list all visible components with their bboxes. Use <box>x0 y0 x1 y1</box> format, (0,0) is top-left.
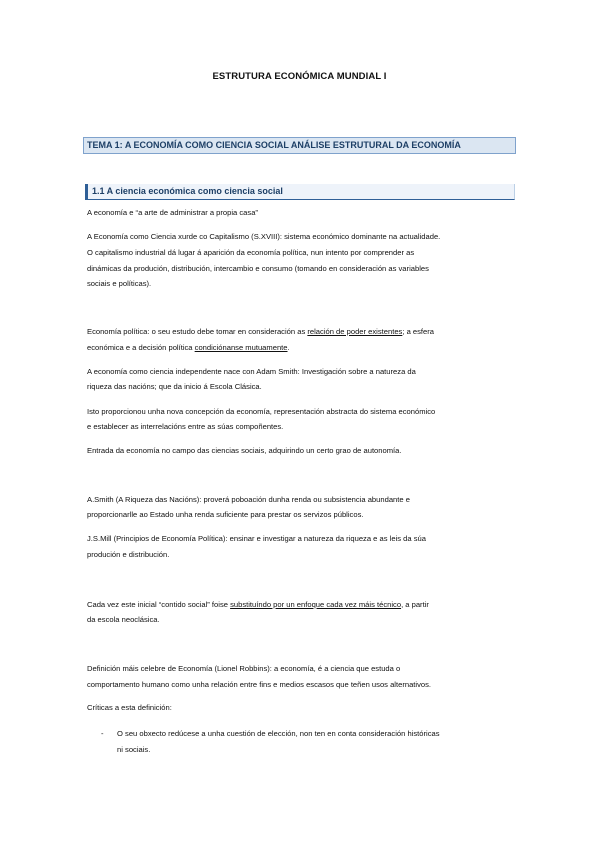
paragraph-6: Entrada da economía no campo das ciencias sociais, adquirindo un certo grao de autonomía. <box>87 446 402 455</box>
underlined-text: condiciónanse mutuamente <box>194 343 288 352</box>
section-heading: 1.1 A ciencia económica como ciencia social <box>92 186 283 196</box>
paragraph-3-line-2 <box>87 340 517 356</box>
text-run: , a partir <box>401 600 429 609</box>
underlined-text: substituíndo por un enfoque cada vez máis técnico <box>230 600 402 609</box>
text-run: Economía política: o seu estudo debe tomar en consideración as <box>87 327 308 336</box>
bullet-dash: - <box>101 729 104 738</box>
bullet-1-line-1: O seu obxecto redúcese a unha cuestión de elección, non ten en conta consideración históricas <box>117 729 440 738</box>
paragraph-9-line-1 <box>87 597 517 613</box>
paragraph-2-line-3: dinámicas da produción, distribución, intercambio e consumo (tomando en consideración as variables <box>87 264 429 273</box>
paragraph-4-line-2: riqueza das nacións; que da inicio á Escola Clásica. <box>87 382 262 391</box>
tema-heading: TEMA 1: A ECONOMÍA COMO CIENCIA SOCIAL ANÁLISE ESTRUTURAL DA ECONOMÍA <box>87 140 461 150</box>
text-run: . <box>287 343 290 352</box>
document-title: ESTRUTURA ECONÓMICA MUNDIAL I <box>212 71 387 82</box>
paragraph-2-line-4: sociais e políticas). <box>87 279 152 288</box>
bullet-1-line-2: ni sociais. <box>117 745 151 754</box>
paragraph-9-line-2: da escola neoclásica. <box>87 615 160 624</box>
paragraph-2-line-1: A Economía como Ciencia xurde co Capitalismo (S.XVIII): sistema económico dominante na actualidade. <box>87 232 441 241</box>
paragraph-7-line-1: A.Smith (A Riqueza das Nacións): proverá poboación dunha renda ou subsistencia abundante e <box>87 495 410 504</box>
paragraph-10-line-1: Definición máis celebre de Economía (Lionel Robbins): a economía, é a ciencia que estuda o <box>87 664 401 673</box>
text-run: ; a esfera <box>402 327 435 336</box>
paragraph-2-line-2: O capitalismo industrial dá lugar á aparición da economía política, nun intento por comprender as <box>87 248 415 257</box>
paragraph-4-line-1: A economía como ciencia independente nace con Adam Smith: Investigación sobre a natureza da <box>87 367 416 376</box>
tema-heading-box <box>83 137 516 154</box>
paragraph-7-line-2: proporcionarlle ao Estado unha renda suficiente para prestar os servizos públicos. <box>87 510 364 519</box>
paragraph-5-line-1: Isto proporcionou unha nova concepción da economía, representación abstracta do sistema económico <box>87 407 436 416</box>
paragraph-8-line-1: J.S.Mill (Principios de Economía Política): ensinar e investigar a natureza da riqueza e as leis da súa <box>87 534 426 543</box>
paragraph-8-line-2: produción e distribución. <box>87 550 170 559</box>
paragraph-10-line-2: comportamento humano como unha relación entre fins e medios escasos que teñen usos alternativos. <box>87 680 432 689</box>
text-run: económica e a decisión política <box>87 343 195 352</box>
paragraph-11: Críticas a esta definición: <box>87 703 172 712</box>
paragraph-1: A economía e “a arte de administrar a propia casa” <box>87 208 258 217</box>
paragraph-5-line-2: e establecer as interrelacións entre as súas compoñentes. <box>87 422 284 431</box>
paragraph-3-line-1 <box>87 324 517 340</box>
underlined-text: relación de poder existentes <box>307 327 403 336</box>
section-heading-box <box>85 184 515 200</box>
text-run: Cada vez este inicial “contido social” foise <box>87 600 231 609</box>
